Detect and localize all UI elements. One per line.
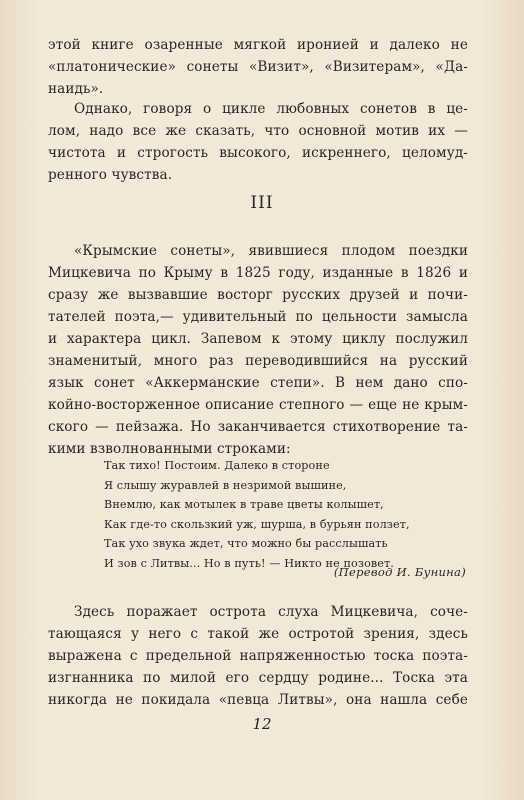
page-number: 12 bbox=[252, 715, 272, 733]
poem-line: Так тихо! Постоим. Далеко в стороне bbox=[104, 459, 330, 472]
poem-quote bbox=[104, 456, 444, 574]
text-line: сразу же вызвавшие восторг русских друзей и почи- bbox=[48, 287, 468, 303]
text-line: изгнанника по милой его сердцу родине... Тоска эта bbox=[48, 670, 468, 686]
paragraph-hearing bbox=[48, 601, 468, 711]
text-line: наидь». bbox=[48, 81, 104, 97]
poem-line: Как где-то скользкий уж, шурша, в бурьян ползет, bbox=[104, 517, 410, 531]
text-line: Мицкевича по Крыму в 1825 году, изданные в 1826 и bbox=[48, 265, 468, 281]
text-line: язык сонет «Аккерманские степи». В нем дано спо- bbox=[48, 375, 468, 391]
translation-attribution: (Перевод И. Бунина) bbox=[333, 565, 466, 579]
text-line: никогда не покидала «певца Литвы», она нашла себе bbox=[48, 692, 468, 708]
paragraph-crimean-sonnets bbox=[48, 240, 468, 460]
poem-line: И зов с Литвы... Но в путь! — Никто не позовет. bbox=[104, 556, 394, 570]
text-line: койно-восторженное описание степного — еще не крым- bbox=[48, 397, 468, 413]
text-line: выражена с предельной напряженностью тоска поэта- bbox=[48, 648, 468, 664]
text-line: ского — пейзажа. Но заканчивается стихотворение та- bbox=[48, 419, 468, 435]
text-line: «платонические» сонеты «Визит», «Визитерам», «Да- bbox=[48, 59, 468, 75]
text-line: «Крымские сонеты», явившиеся плодом поездки bbox=[74, 243, 468, 259]
paragraph-love-sonnets bbox=[48, 98, 468, 186]
text-line: тающаяся у него с такой же остротой зрения, здесь bbox=[48, 626, 468, 642]
text-line: знаменитый, много раз переводившийся на русский bbox=[48, 353, 468, 369]
section-heading: III bbox=[250, 193, 274, 213]
poem-line: Внемлю, как мотылек в траве цветы колышет, bbox=[104, 498, 384, 512]
text-line: и характера цикл. Запевом к этому циклу послужил bbox=[48, 331, 468, 347]
text-line: кими взволнованными строками: bbox=[48, 441, 291, 457]
text-line: ренного чувства. bbox=[48, 167, 173, 183]
poem-line: Я слышу журавлей в незримой вышине, bbox=[104, 478, 347, 492]
text-line: Однако, говоря о цикле любовных сонетов в це- bbox=[74, 101, 468, 117]
poem-line: Так ухо звука ждет, что можно бы расслышать bbox=[104, 537, 388, 551]
text-line: этой книге озаренные мягкой иронией и далеко не bbox=[48, 37, 468, 53]
paragraph-continuation bbox=[48, 34, 468, 100]
text-line: Здесь поражает острота слуха Мицкевича, сочe- bbox=[74, 604, 468, 620]
text-line: чистота и строгость высокого, искреннего, целомуд- bbox=[48, 145, 468, 161]
text-line: лом, надо все же сказать, что основной мотив их — bbox=[48, 123, 468, 139]
text-line: тателей поэта,— удивительный по цельности замысла bbox=[48, 309, 468, 325]
